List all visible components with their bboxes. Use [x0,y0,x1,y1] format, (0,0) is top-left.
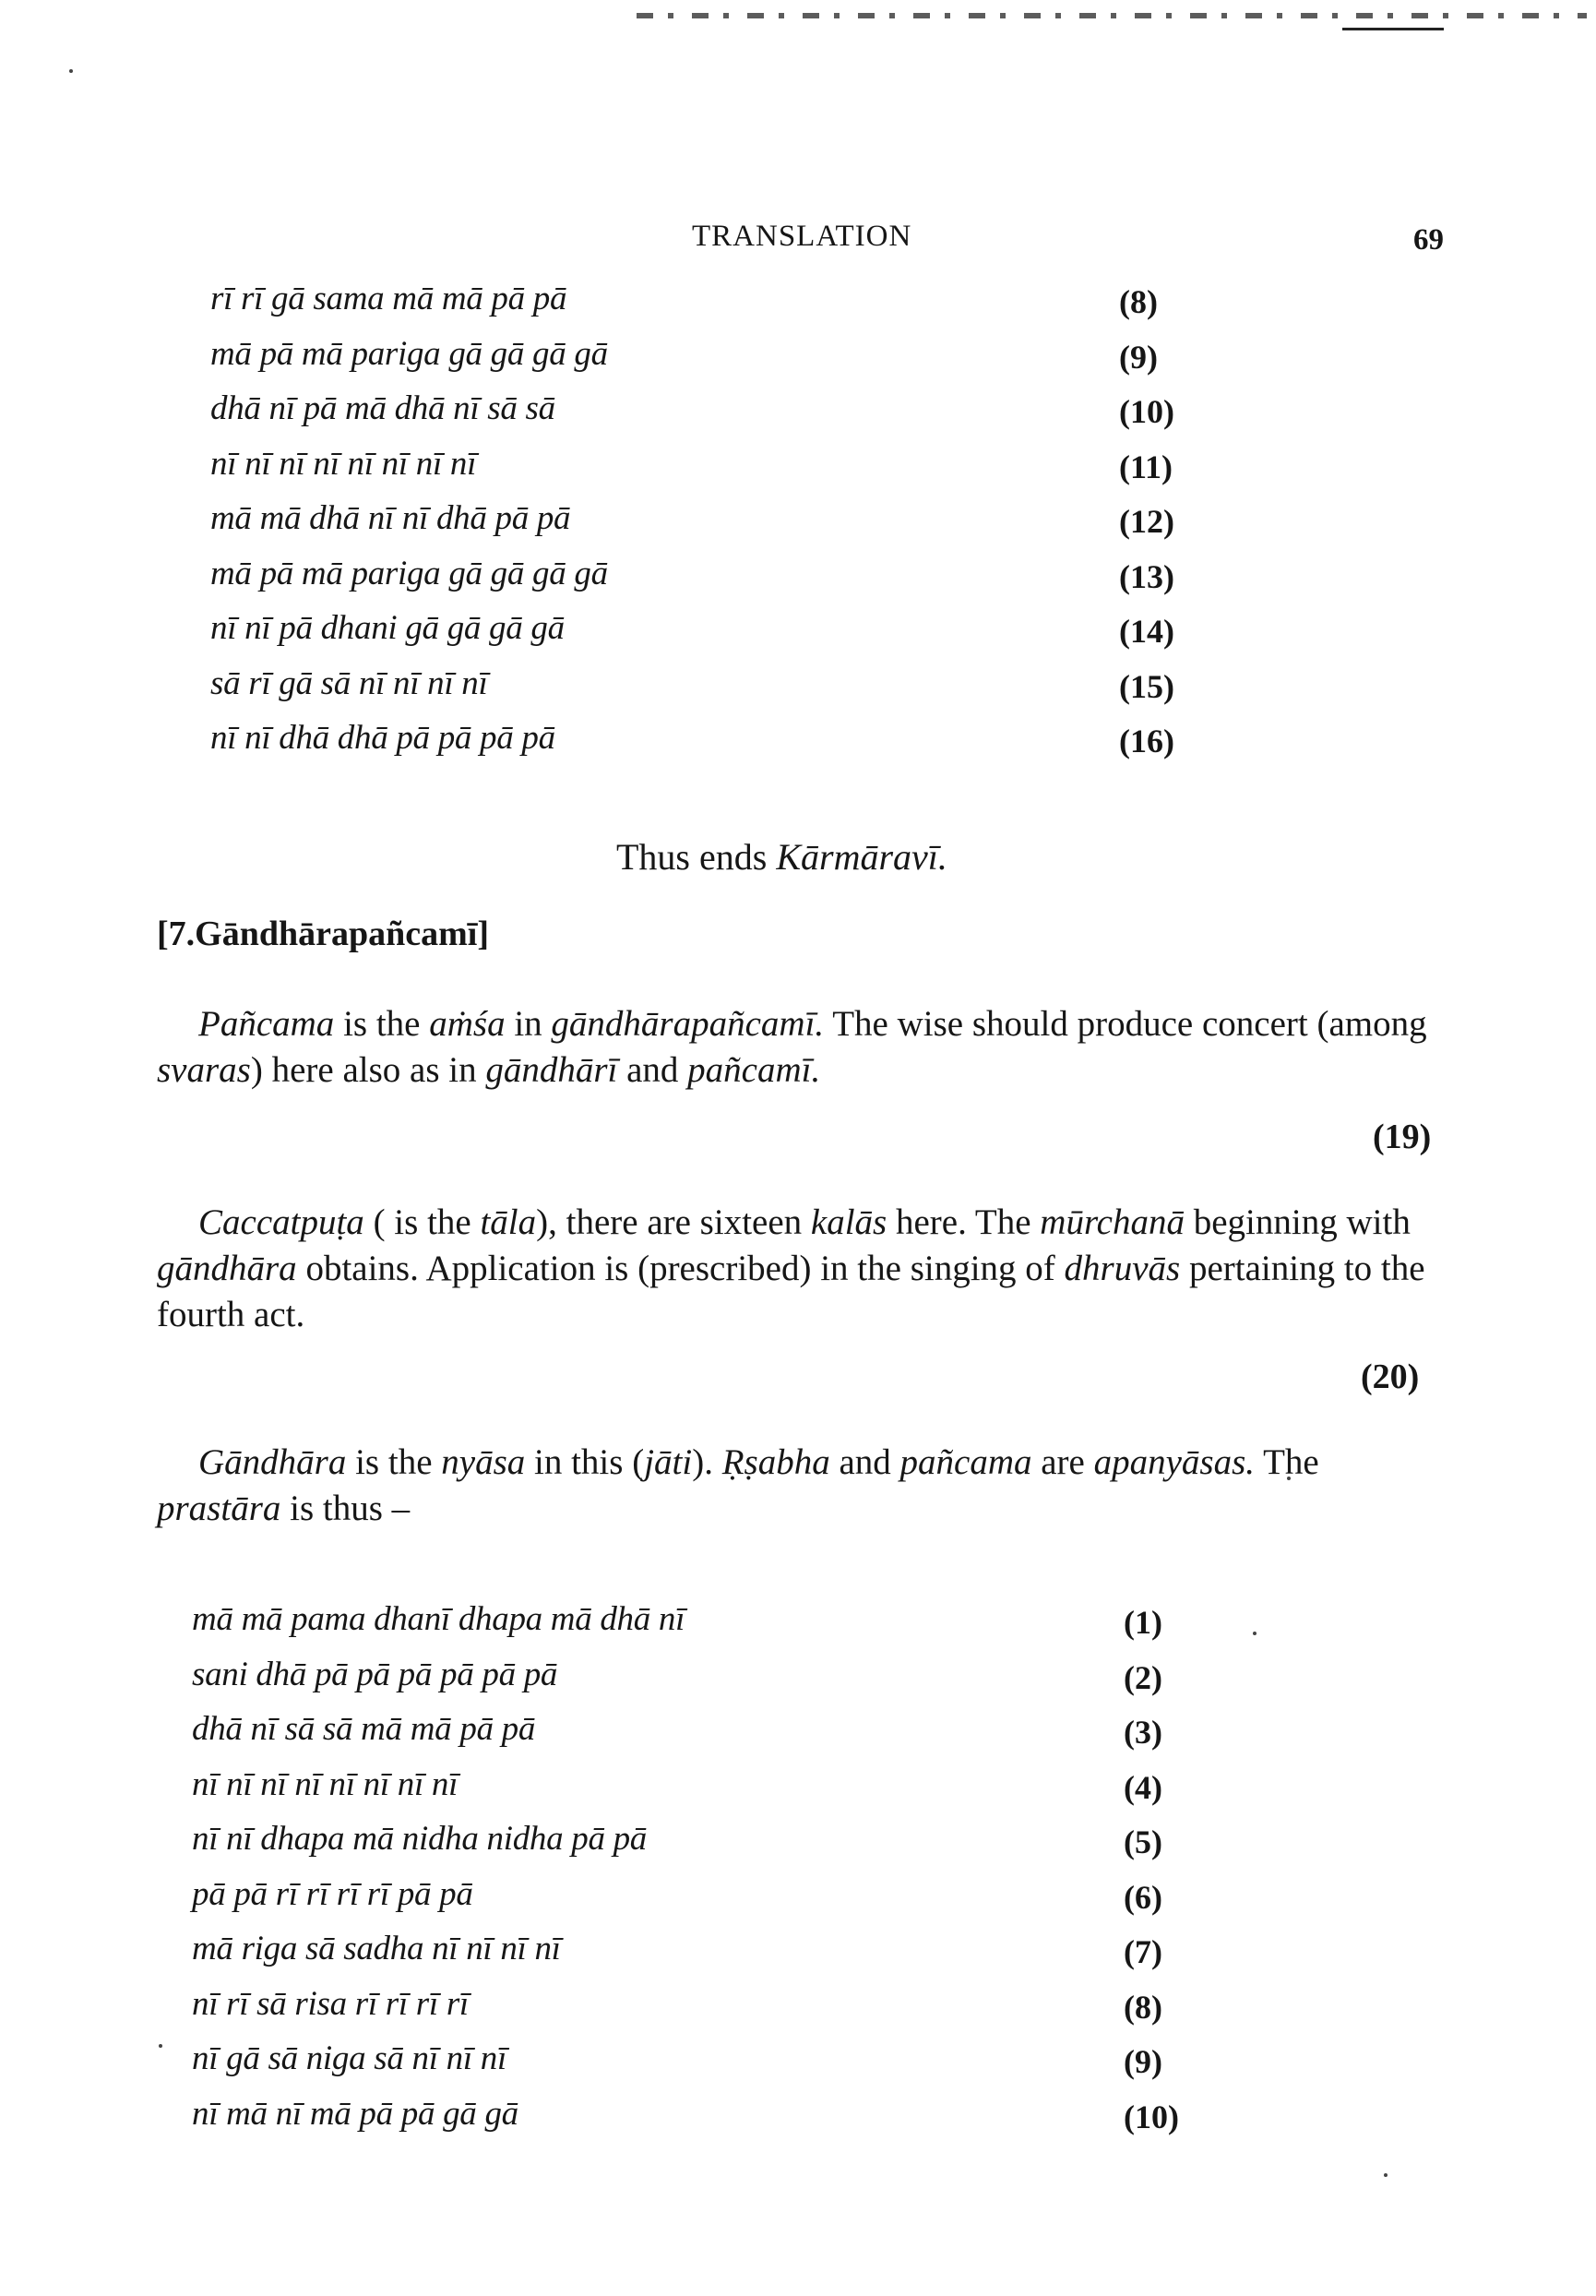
line-number: (14) [1119,613,1174,650]
notation-line [210,334,1225,389]
line-number: (13) [1119,557,1174,595]
notation-line [192,1655,1207,1710]
text-run: ( is the [363,1202,481,1242]
notation-list-kaarmaaravi [210,279,1225,773]
paragraph-text [157,1202,198,1242]
scan-speck [1253,1632,1257,1635]
notation-line [210,389,1225,444]
notation-line [192,2094,1207,2149]
running-head: TRANSLATION [692,220,912,253]
scan-speck [1384,2173,1388,2177]
notation-syllables: nī rī sā risa rī rī rī rī [192,1984,469,2023]
term: Caccatpuṭa [198,1202,364,1242]
term: gāndhārī [485,1050,618,1090]
notation-line [210,498,1225,554]
colophon-jati-name: Kārmāravī. [776,836,947,878]
scan-speck [159,2044,162,2048]
line-number: (9) [1119,338,1158,376]
line-number: (10) [1119,393,1174,430]
notation-line [210,608,1225,664]
term: kalās [810,1202,887,1242]
notation-syllables: nī nī nī nī nī nī nī nī [192,1764,459,1803]
notation-line [192,1709,1207,1764]
line-number: (12) [1119,503,1174,540]
scan-speck [69,69,73,73]
term: gāndhārapañcamī. [551,1004,825,1044]
line-number: (16) [1119,723,1174,759]
scan-artifact-rule [1342,28,1444,30]
term: pañcamī. [687,1050,821,1090]
text-run: pertaining to the fourth act. [157,1249,1425,1334]
line-number: (11) [1119,448,1173,485]
colophon-text: Thus ends [616,836,777,878]
line-number: (4) [1124,1768,1162,1806]
text-run: is the [346,1442,442,1482]
notation-syllables: sā rī gā sā nī nī nī nī [210,664,488,702]
text-run: here. The [887,1202,1041,1242]
term: pañcama [899,1442,1032,1482]
line-number: (8) [1119,283,1158,320]
paragraph-amsa [157,1001,1444,1094]
text-run: The [1255,1442,1319,1482]
notation-syllables: nī nī dhapa mā nidha nidha pā pā [192,1820,647,1858]
verse-number: (20) [1361,1357,1420,1396]
notation-list-prastara [192,1599,1207,2148]
page-number: 69 [1413,223,1444,257]
notation-line [210,444,1225,499]
text-run: in this ( [525,1442,645,1482]
notation-line [192,1874,1207,1930]
notation-syllables: mā riga sā sadha nī nī nī nī [192,1930,561,1967]
notation-line [192,1764,1207,1820]
line-number: (15) [1119,667,1174,705]
text-run: The wise should produce concert (among [824,1004,1427,1044]
text-run: is thus – [280,1489,411,1528]
paragraph-text [157,1004,198,1044]
text-run: and [617,1050,688,1090]
line-number: (9) [1124,2043,1162,2080]
notation-line [192,2039,1207,2094]
term: gāndhāra [157,1249,297,1288]
notation-syllables: mā mā dhā nī nī dhā pā pā [210,499,571,537]
text-run: ) here also as in [250,1050,486,1090]
notation-line [210,554,1225,609]
section-heading: [7.Gāndhārapañcamī] [157,915,489,953]
term: nyāsa [441,1442,526,1482]
line-number: (8) [1124,1988,1162,2026]
term: Ṛṣabha [721,1442,830,1482]
line-number: (10) [1124,2098,1179,2135]
notation-syllables: nī nī pā dhani gā gā gā gā [210,609,565,647]
term: Gāndhāra [198,1442,347,1482]
notation-syllables: dhā nī sā sā mā mā pā pā [192,1710,536,1748]
text-run: beginning with [1185,1202,1411,1242]
text-run: in [505,1004,552,1044]
text-run: and [829,1442,900,1482]
verse-number: (19) [1373,1118,1432,1156]
notation-line [192,1929,1207,1984]
notation-line [192,1984,1207,2039]
text-run: ), there are sixteen [536,1202,811,1242]
notation-syllables: pā pā rī rī rī rī pā pā [192,1874,473,1913]
notation-syllables: rī rī gā sama mā mā pā pā [210,280,567,317]
line-number: (6) [1124,1878,1162,1916]
term: prastāra [157,1489,281,1528]
notation-line [210,718,1225,773]
notation-syllables: mā pā mā pariga gā gā gā gā [210,334,608,373]
line-number: (2) [1124,1658,1162,1696]
notation-syllables: nī nī dhā dhā pā pā pā pā [210,719,555,757]
scan-artifact-top [637,13,1587,18]
term: apanyāsas. [1093,1442,1256,1482]
notation-line [192,1819,1207,1874]
term: dhruvās [1064,1249,1181,1288]
notation-syllables: nī nī nī nī nī nī nī nī [210,444,477,483]
notation-line [210,664,1225,719]
notation-syllables: sani dhā pā pā pā pā pā pā [192,1655,558,1693]
line-number: (7) [1124,1933,1162,1970]
term: tāla [480,1202,537,1242]
notation-syllables: mā pā mā pariga gā gā gā gā [210,554,608,592]
notation-line [192,1599,1207,1655]
notation-syllables: nī mā nī mā pā pā gā gā [192,2094,518,2133]
paragraph-nyasa [157,1440,1444,1532]
line-number: (3) [1124,1714,1162,1751]
term: mūrchanā [1040,1202,1185,1242]
notation-syllables: nī gā sā niga sā nī nī nī [192,2039,506,2077]
paragraph-tala [157,1200,1444,1338]
text-run: obtains. Application is (prescribed) in the singing of [296,1249,1065,1288]
line-number: (1) [1124,1604,1162,1641]
notation-syllables: mā mā pama dhanī dhapa mā dhā nī [192,1600,685,1638]
term: Pañcama [198,1004,335,1044]
term: aṁśa [429,1004,506,1044]
section-colophon [616,835,947,879]
line-number: (5) [1124,1824,1162,1860]
text-run: ). [692,1442,722,1482]
term: jāti [644,1442,693,1482]
paragraph-text [157,1442,198,1482]
text-run: are [1031,1442,1094,1482]
notation-line [210,279,1225,334]
notation-syllables: dhā nī pā mā dhā nī sā sā [210,389,555,427]
term: svaras [157,1050,251,1090]
text-run: is the [334,1004,430,1044]
